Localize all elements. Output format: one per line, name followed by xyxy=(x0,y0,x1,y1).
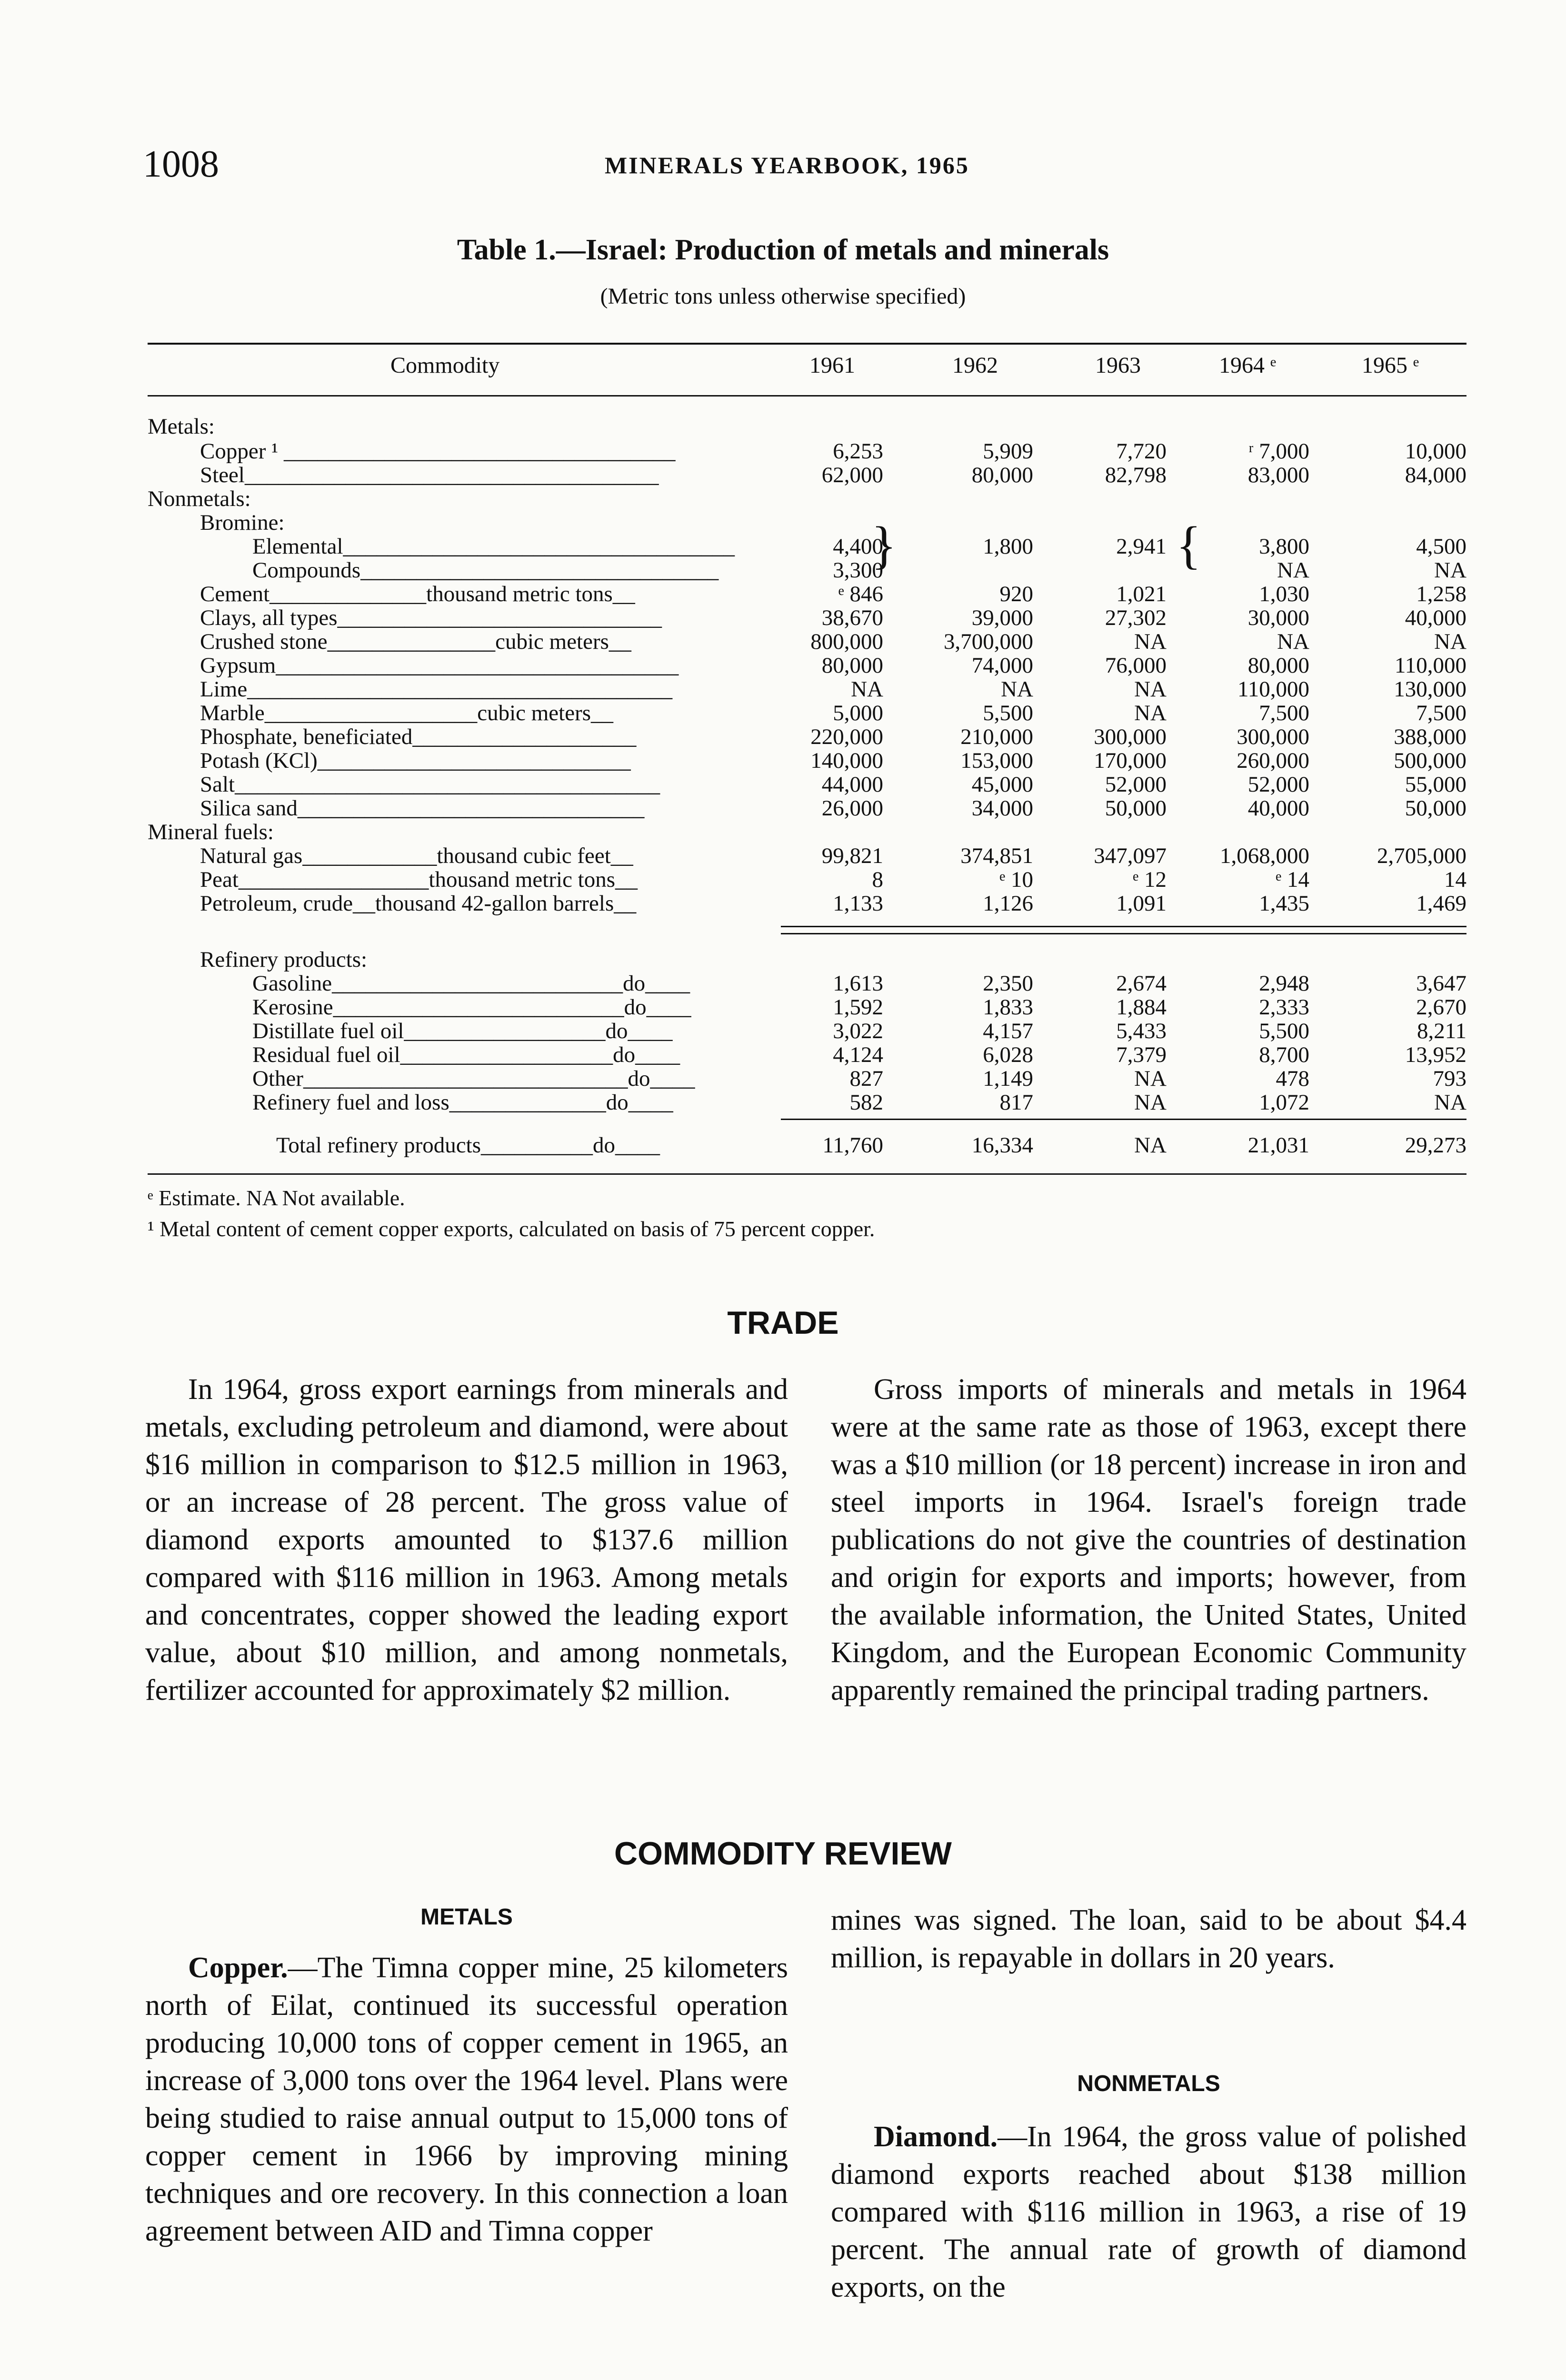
row-label: Gypsum____________________________________ xyxy=(200,653,679,678)
cell-1961: 80,000 xyxy=(821,653,883,678)
table-row xyxy=(148,995,1466,1020)
cell-1961: 1,613 xyxy=(833,971,883,996)
cell-1965: 40,000 xyxy=(1405,605,1466,630)
cell-1965: 2,705,000 xyxy=(1377,843,1466,868)
cell-1961: 827 xyxy=(849,1066,883,1091)
cell-1965: 50,000 xyxy=(1405,796,1466,821)
metals-heading: METALS xyxy=(420,1904,513,1930)
cell-1965: 55,000 xyxy=(1405,772,1466,797)
row-label: Lime______________________________________ xyxy=(200,677,673,702)
cell-1965: 388,000 xyxy=(1394,724,1466,749)
table-row xyxy=(148,582,1466,606)
footnote-copper: ¹ Metal content of cement copper exports, calculated on basis of 75 percent copper. xyxy=(148,1217,875,1241)
table-row xyxy=(148,701,1466,725)
row-label: Refinery fuel and loss______________do____ xyxy=(252,1090,673,1115)
cell-1964: 30,000 xyxy=(1247,605,1309,630)
col-header-1961: 1961 xyxy=(809,353,855,378)
cell-1961: 99,821 xyxy=(821,843,883,868)
row-label: Residual fuel oil___________________do____ xyxy=(252,1042,680,1067)
cell-1963: NA xyxy=(1134,1133,1167,1158)
cell-1962: 45,000 xyxy=(971,772,1033,797)
table-row xyxy=(148,677,1466,702)
cell-1964: 80,000 xyxy=(1247,653,1309,678)
cell-1965: 10,000 xyxy=(1405,439,1466,464)
cell-1965: NA xyxy=(1434,1090,1466,1115)
cell-1963: ᵉ 12 xyxy=(1133,867,1167,892)
cell-1965: 8,211 xyxy=(1416,1019,1466,1043)
cell-1965: NA xyxy=(1434,629,1466,654)
row-label: Steel_____________________________________ xyxy=(200,463,659,487)
table-row xyxy=(148,558,1466,583)
cell-1964: 1,072 xyxy=(1259,1090,1309,1115)
cell-1961: 220,000 xyxy=(810,724,883,749)
table-subtitle: (Metric tons unless otherwise specified) xyxy=(600,284,966,309)
cell-1964: NA xyxy=(1277,558,1309,583)
copper-paragraph xyxy=(145,1949,788,2250)
cell-1964: 7,500 xyxy=(1259,701,1309,725)
copper-title: Copper. xyxy=(188,1952,288,1984)
cell-1962: 1,800 xyxy=(983,534,1033,559)
row-label: Petroleum, crude__thousand 42-gallon barrels__ xyxy=(200,891,637,916)
cell-1962: 1,833 xyxy=(983,995,1033,1020)
cell-1963: 1,884 xyxy=(1116,995,1167,1020)
cell-1964: NA xyxy=(1277,629,1309,654)
table-row xyxy=(148,1066,1466,1091)
cell-1961: 1,133 xyxy=(833,891,883,916)
table-row xyxy=(148,414,1466,439)
row-label: Compounds________________________________ xyxy=(252,558,719,583)
cell-1963: 5,433 xyxy=(1116,1019,1167,1043)
cell-1964: 2,948 xyxy=(1259,971,1309,996)
cell-1964: 52,000 xyxy=(1247,772,1309,797)
cell-1963: 1,021 xyxy=(1116,582,1167,606)
table-title: Table 1.—Israel: Production of metals and minerals xyxy=(457,234,1109,266)
row-label: Silica sand_______________________________ xyxy=(200,796,645,821)
cell-1961: 11,760 xyxy=(822,1133,883,1158)
table-row xyxy=(148,439,1466,464)
cell-1964: 40,000 xyxy=(1247,796,1309,821)
cell-1963: NA xyxy=(1134,701,1167,725)
cell-1965: 1,258 xyxy=(1416,582,1466,606)
table-row xyxy=(148,891,1466,916)
cell-1962: 80,000 xyxy=(971,463,1033,487)
cell-1965: 1,469 xyxy=(1416,891,1466,916)
cell-1965: 7,500 xyxy=(1416,701,1466,725)
cell-1963: NA xyxy=(1134,1090,1167,1115)
cell-1963: 170,000 xyxy=(1094,748,1167,773)
table-row xyxy=(148,486,1466,511)
cell-1963: 52,000 xyxy=(1105,772,1167,797)
col-header-1962: 1962 xyxy=(952,353,998,378)
row-label: Gasoline__________________________do____ xyxy=(252,971,690,996)
cell-1962: 6,028 xyxy=(983,1042,1033,1067)
row-label: Phosphate, beneficiated____________________ xyxy=(200,724,637,749)
row-label: Crushed stone_______________cubic meters__ xyxy=(200,629,631,654)
cell-1962: 4,157 xyxy=(983,1019,1033,1043)
cell-1965: 793 xyxy=(1433,1066,1466,1091)
cell-1965: 500,000 xyxy=(1394,748,1466,773)
table-row xyxy=(148,724,1466,749)
row-label: Peat_________________thousand metric tons__ xyxy=(200,867,638,892)
cell-1963: NA xyxy=(1134,1066,1167,1091)
cell-1965: 14 xyxy=(1444,867,1466,892)
brace-bromine-left: { xyxy=(1176,516,1201,574)
cell-1961: 38,670 xyxy=(821,605,883,630)
brace-bromine-right: } xyxy=(871,516,897,574)
cell-1961: 140,000 xyxy=(810,748,883,773)
cell-1965: 130,000 xyxy=(1394,677,1466,702)
cell-1963: 27,302 xyxy=(1105,605,1167,630)
cell-1964: 83,000 xyxy=(1247,463,1309,487)
table-row xyxy=(148,971,1466,996)
row-label: Natural gas____________thousand cubic feet__ xyxy=(200,843,633,868)
cell-1961: 582 xyxy=(849,1090,883,1115)
cell-1962: 153,000 xyxy=(960,748,1033,773)
row-label: Cement______________thousand metric tons__ xyxy=(200,582,635,606)
footnote-estimate: ᵉ Estimate. NA Not available. xyxy=(148,1186,405,1210)
cell-1961: 3,300 xyxy=(833,558,883,583)
cell-1964: ʳ 7,000 xyxy=(1248,439,1309,464)
cell-1962: NA xyxy=(1001,677,1033,702)
cell-1963: 2,674 xyxy=(1116,971,1167,996)
cell-1965: 2,670 xyxy=(1416,995,1466,1020)
row-label: Distillate fuel oil__________________do____ xyxy=(252,1019,673,1043)
cell-1963: 7,720 xyxy=(1116,439,1167,464)
cell-1964: 5,500 xyxy=(1259,1019,1309,1043)
cell-1964: 3,800 xyxy=(1259,534,1309,559)
cell-1962: 34,000 xyxy=(971,796,1033,821)
cell-1965: 4,500 xyxy=(1416,534,1466,559)
row-label: Other_____________________________do____ xyxy=(252,1066,695,1091)
row-label: Salt______________________________________ xyxy=(200,772,660,797)
cell-1965: 110,000 xyxy=(1394,653,1466,678)
cell-1965: NA xyxy=(1434,558,1466,583)
cell-1962: 817 xyxy=(999,1090,1033,1115)
cell-1964: 1,030 xyxy=(1259,582,1309,606)
cell-1961: NA xyxy=(851,677,883,702)
cell-1962: 210,000 xyxy=(960,724,1033,749)
row-label: Kerosine__________________________do____ xyxy=(252,995,691,1020)
refinery-rule xyxy=(781,1119,1466,1120)
table-row xyxy=(148,947,1466,972)
cell-1963: 50,000 xyxy=(1105,796,1167,821)
table-row xyxy=(148,1090,1466,1115)
diamond-paragraph xyxy=(831,2118,1466,2306)
loan-paragraph: mines was signed. The loan, said to be about $4.4 million, is repayable in dollars in 20 years. xyxy=(831,1904,1466,1974)
cell-1962: 5,500 xyxy=(983,701,1033,725)
fuels-rule-2 xyxy=(781,933,1466,934)
cell-1964: 300,000 xyxy=(1237,724,1309,749)
cell-1964: 2,333 xyxy=(1259,995,1309,1020)
cell-1965: 13,952 xyxy=(1405,1042,1466,1067)
cell-1961: 4,124 xyxy=(833,1042,883,1067)
cell-1962: 1,126 xyxy=(983,891,1033,916)
cell-1964: 478 xyxy=(1276,1066,1309,1091)
row-label: Bromine: xyxy=(200,510,285,535)
cell-1964: 1,435 xyxy=(1259,891,1309,916)
table-row xyxy=(148,1019,1466,1043)
table-row xyxy=(148,605,1466,630)
cell-1962: 2,350 xyxy=(983,971,1033,996)
col-header-commodity: Commodity xyxy=(390,353,500,378)
row-label: Copper ¹ ___________________________________ xyxy=(200,439,676,464)
cell-1962: 3,700,000 xyxy=(944,629,1033,654)
cell-1962: 16,334 xyxy=(971,1133,1033,1158)
table-row xyxy=(148,463,1466,487)
col-header-1965: 1965 ᵉ xyxy=(1362,353,1419,378)
cell-1964: 260,000 xyxy=(1237,748,1309,773)
cell-1961: ᵉ 846 xyxy=(838,582,883,606)
cell-1964: 1,068,000 xyxy=(1220,843,1309,868)
cell-1962: 1,149 xyxy=(983,1066,1033,1091)
table-row xyxy=(148,629,1466,654)
row-label: Clays, all types_____________________________ xyxy=(200,605,662,630)
cell-1965: 3,647 xyxy=(1416,971,1466,996)
table-row xyxy=(148,748,1466,773)
table-top-rule xyxy=(148,343,1466,345)
cell-1964: 8,700 xyxy=(1259,1042,1309,1067)
cell-1964: 21,031 xyxy=(1247,1133,1309,1158)
row-label: Nonmetals: xyxy=(148,486,251,511)
cell-1963: 347,097 xyxy=(1094,843,1167,868)
cell-1961: 4,400 xyxy=(833,534,883,559)
table-row xyxy=(148,1133,1466,1158)
diamond-text: —In 1964, the gross value of polished diamond exports reached about $138 million compared with $116 million in 1963, a rise of 19 percent. The annual rate of growth of diamond exports, on the xyxy=(831,2121,1466,2303)
cell-1963: 2,941 xyxy=(1116,534,1167,559)
table-row xyxy=(148,534,1466,559)
diamond-title: Diamond. xyxy=(874,2121,998,2153)
header-bottom-rule xyxy=(148,395,1466,397)
running-title: MINERALS YEARBOOK, 1965 xyxy=(605,152,969,178)
cell-1963: NA xyxy=(1134,677,1167,702)
row-label: Mineral fuels: xyxy=(148,820,274,844)
table-row xyxy=(148,867,1466,892)
table-row xyxy=(148,843,1466,868)
commodity-review-heading: COMMODITY REVIEW xyxy=(614,1835,952,1872)
cell-1963: 1,091 xyxy=(1116,891,1167,916)
cell-1965: 29,273 xyxy=(1405,1133,1466,1158)
cell-1961: 26,000 xyxy=(821,796,883,821)
row-label: Potash (KCl)____________________________ xyxy=(200,748,631,773)
trade-heading: TRADE xyxy=(727,1305,839,1341)
cell-1961: 5,000 xyxy=(833,701,883,725)
row-label: Marble___________________cubic meters__ xyxy=(200,701,614,725)
col-header-1964: 1964 ᵉ xyxy=(1219,353,1277,378)
trade-left-paragraph: In 1964, gross export earnings from minerals and metals, excluding petroleum and diamond, were about $16 million in comparison to $12.5 million in 1963, or an increase of 28 percent. The gross value of diamond exports amounted to $137.6 million compared with $116 million in 1963. Among metals and concentrates, copper showed the leading export value, about $10 million, and among nonmetals, fertilizer accounted for approximately $2 million. xyxy=(145,1373,788,1706)
cell-1963: 82,798 xyxy=(1105,463,1167,487)
cell-1962: 39,000 xyxy=(971,605,1033,630)
cell-1961: 62,000 xyxy=(821,463,883,487)
copper-text: —The Timna copper mine, 25 kilometers north of Eilat, continued its successful operation producing 10,000 tons of copper cement in 1965, an increase of 3,000 tons over the 1964 level. Plans were being studied to raise annual output to 15,000 tons of copper cement in 1966 by improving mining techniques and ore recovery. In this connection a loan agreement between AID and Timna copper xyxy=(145,1952,788,2247)
page-number: 1008 xyxy=(143,143,219,185)
table-row xyxy=(148,820,1466,844)
table-row xyxy=(148,653,1466,678)
cell-1962: ᵉ 10 xyxy=(999,867,1033,892)
row-label: Metals: xyxy=(148,414,215,439)
cell-1964: ᵉ 14 xyxy=(1276,867,1309,892)
nonmetals-heading: NONMETALS xyxy=(1077,2071,1220,2096)
cell-1962: 74,000 xyxy=(971,653,1033,678)
cell-1961: 8 xyxy=(872,867,883,892)
table-row xyxy=(148,1042,1466,1067)
table-row xyxy=(148,796,1466,821)
cell-1964: 110,000 xyxy=(1237,677,1309,702)
cell-1962: 5,909 xyxy=(983,439,1033,464)
cell-1961: 3,022 xyxy=(833,1019,883,1043)
row-label: Total refinery products__________do____ xyxy=(276,1133,660,1158)
cell-1963: 300,000 xyxy=(1094,724,1167,749)
fuels-rule xyxy=(781,926,1466,927)
cell-1962: 920 xyxy=(999,582,1033,606)
table-bottom-rule xyxy=(148,1173,1466,1175)
cell-1961: 1,592 xyxy=(833,995,883,1020)
row-label: Refinery products: xyxy=(200,947,368,972)
table-row xyxy=(148,772,1466,797)
cell-1963: NA xyxy=(1134,629,1167,654)
cell-1963: 76,000 xyxy=(1105,653,1167,678)
cell-1965: 84,000 xyxy=(1405,463,1466,487)
cell-1963: 7,379 xyxy=(1116,1042,1167,1067)
cell-1961: 6,253 xyxy=(833,439,883,464)
cell-1962: 374,851 xyxy=(960,843,1033,868)
table-row xyxy=(148,510,1466,535)
cell-1961: 800,000 xyxy=(810,629,883,654)
cell-1961: 44,000 xyxy=(821,772,883,797)
col-header-1963: 1963 xyxy=(1095,353,1141,378)
trade-right-paragraph: Gross imports of minerals and metals in 1964 were at the same rate as those of 1963, except there was a $10 million (or 18 percent) increase in iron and steel imports in 1964. Israel's foreign trade publications do not give the countries of destination and origin for exports and imports; however, from the available information, the United States, United Kingdom, and the European Economic Community apparently remained the principal trading partners. xyxy=(831,1373,1466,1706)
row-label: Elemental___________________________________ xyxy=(252,534,735,559)
